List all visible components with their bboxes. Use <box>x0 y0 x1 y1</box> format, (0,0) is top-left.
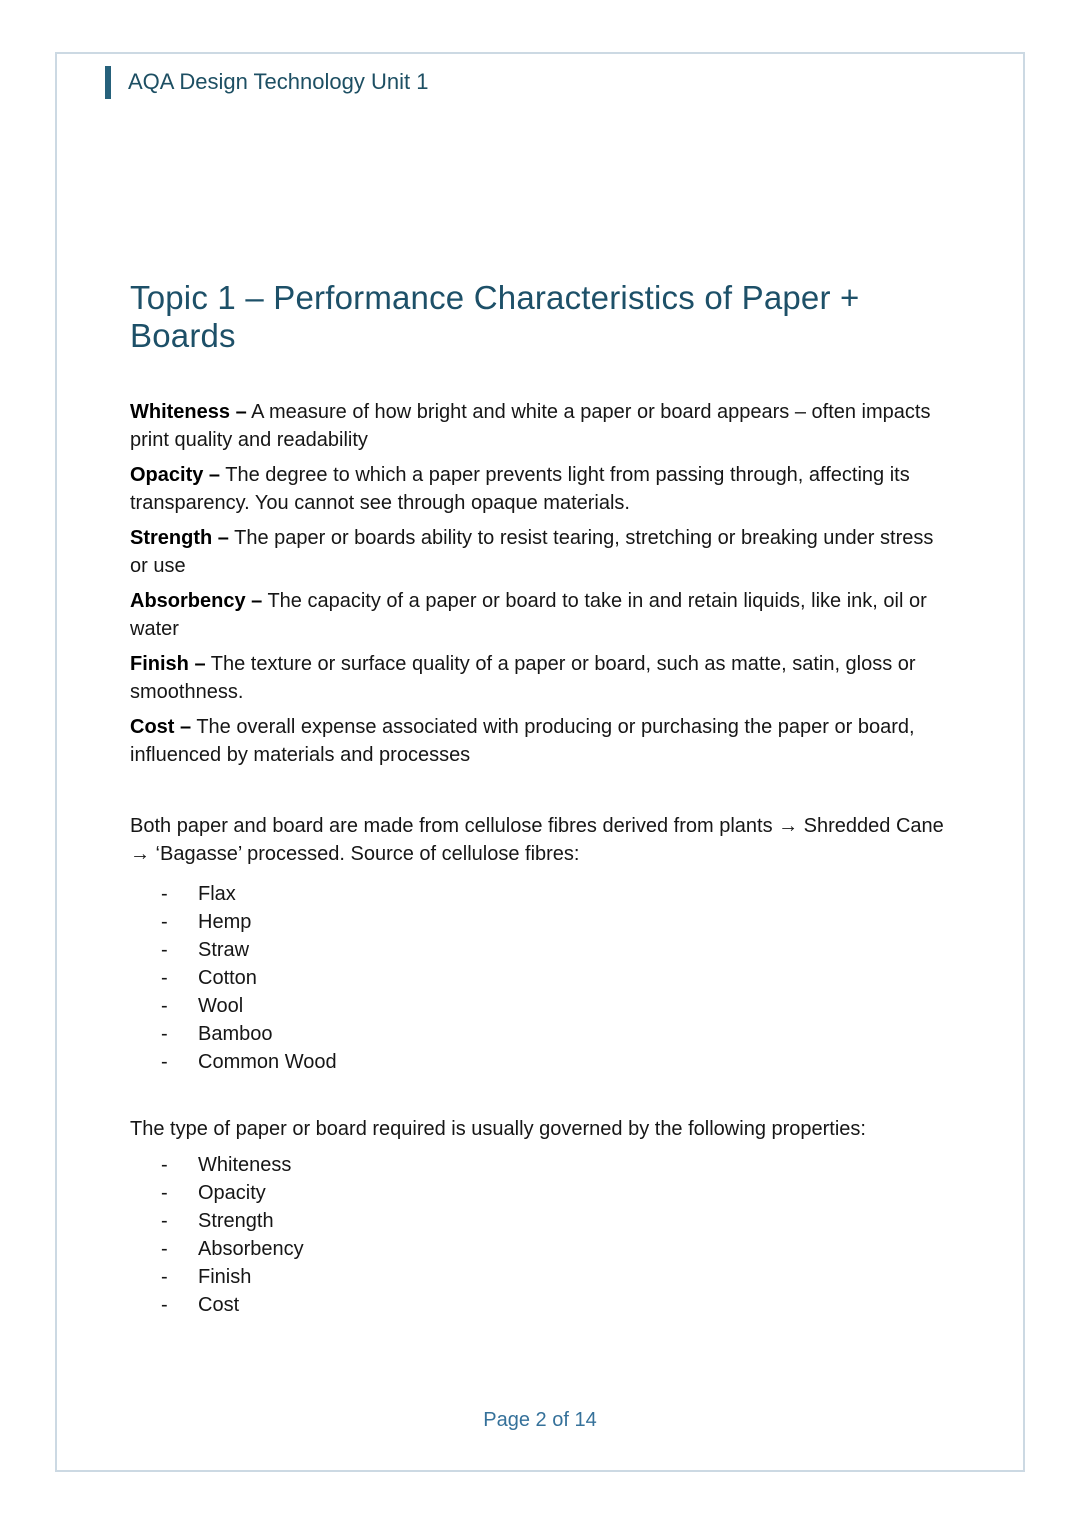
dash-bullet: - <box>161 1238 168 1260</box>
list-item-label: Finish <box>198 1266 252 1288</box>
dash-bullet: - <box>161 939 168 961</box>
definition-term: Whiteness – <box>130 401 247 423</box>
list-item <box>130 1291 953 1319</box>
list-item-label: Cost <box>198 1294 240 1316</box>
document-page <box>55 52 1025 1472</box>
definition-text: The overall expense associated with producing or purchasing the paper or board, influenced by materials and processes <box>130 716 915 766</box>
list-item-label: Strength <box>198 1210 274 1232</box>
list-item <box>130 1263 953 1291</box>
dash-bullet: - <box>161 1051 168 1073</box>
dash-bullet: - <box>161 1023 168 1045</box>
page-content <box>130 279 953 1319</box>
header-title: AQA Design Technology Unit 1 <box>128 69 429 94</box>
list-item-label: Bamboo <box>198 1023 273 1045</box>
properties-intro: The type of paper or board required is usually governed by the following properties: <box>130 1118 866 1140</box>
list-item <box>130 1048 953 1076</box>
list-item <box>130 936 953 964</box>
page-footer: Page 2 of 14 <box>483 1409 597 1431</box>
dash-bullet: - <box>161 1154 168 1176</box>
list-item-label: Common Wood <box>198 1051 337 1073</box>
definition-paragraph <box>130 587 953 643</box>
definition-term: Absorbency – <box>130 590 263 612</box>
dash-bullet: - <box>161 883 168 905</box>
list-item-label: Opacity <box>198 1182 266 1204</box>
definition-term: Opacity – <box>130 464 221 486</box>
properties-list <box>130 1151 953 1319</box>
list-item-label: Whiteness <box>198 1154 292 1176</box>
list-item <box>130 880 953 908</box>
list-item-label: Cotton <box>198 967 257 989</box>
definition-paragraph <box>130 524 953 580</box>
definition-text: The degree to which a paper prevents light from passing through, affecting its transparency. You cannot see through opaque materials. <box>130 464 910 514</box>
definition-paragraph <box>130 650 953 706</box>
definition-paragraph <box>130 461 953 517</box>
definition-term: Cost – <box>130 716 192 738</box>
header-accent-bar <box>105 66 111 99</box>
list-item <box>130 1151 953 1179</box>
cellulose-intro: Both paper and board are made from cellulose fibres derived from plants → Shredded Cane → ‘Bagasse’ processed. Source of cellulose fibres: <box>130 815 944 865</box>
definition-text: A measure of how bright and white a paper or board appears – often impacts print quality and readability <box>130 401 931 451</box>
list-item-label: Flax <box>198 883 236 905</box>
list-item-label: Hemp <box>198 911 252 933</box>
list-item-label: Straw <box>198 939 250 961</box>
dash-bullet: - <box>161 1182 168 1204</box>
dash-bullet: - <box>161 1294 168 1316</box>
list-item <box>130 1235 953 1263</box>
cellulose-sources-list <box>130 880 953 1076</box>
dash-bullet: - <box>161 911 168 933</box>
definition-paragraph <box>130 713 953 769</box>
topic-title: Topic 1 – Performance Characteristics of Paper + Boards <box>130 279 860 354</box>
list-item <box>130 1207 953 1235</box>
dash-bullet: - <box>161 1266 168 1288</box>
dash-bullet: - <box>161 995 168 1017</box>
list-item-label: Wool <box>198 995 244 1017</box>
definition-term: Finish – <box>130 653 206 675</box>
list-item <box>130 1179 953 1207</box>
definitions-section <box>130 398 953 769</box>
definition-term: Strength – <box>130 527 229 549</box>
page-header <box>105 64 1023 100</box>
definition-text: The paper or boards ability to resist tearing, stretching or breaking under stress or use <box>130 527 934 577</box>
list-item <box>130 964 953 992</box>
dash-bullet: - <box>161 967 168 989</box>
definition-paragraph <box>130 398 953 454</box>
list-item <box>130 908 953 936</box>
list-item <box>130 1020 953 1048</box>
list-item <box>130 992 953 1020</box>
dash-bullet: - <box>161 1210 168 1232</box>
definition-text: The texture or surface quality of a paper or board, such as matte, satin, gloss or smoothness. <box>130 653 916 703</box>
definition-text: The capacity of a paper or board to take in and retain liquids, like ink, oil or water <box>130 590 927 640</box>
list-item-label: Absorbency <box>198 1238 304 1260</box>
